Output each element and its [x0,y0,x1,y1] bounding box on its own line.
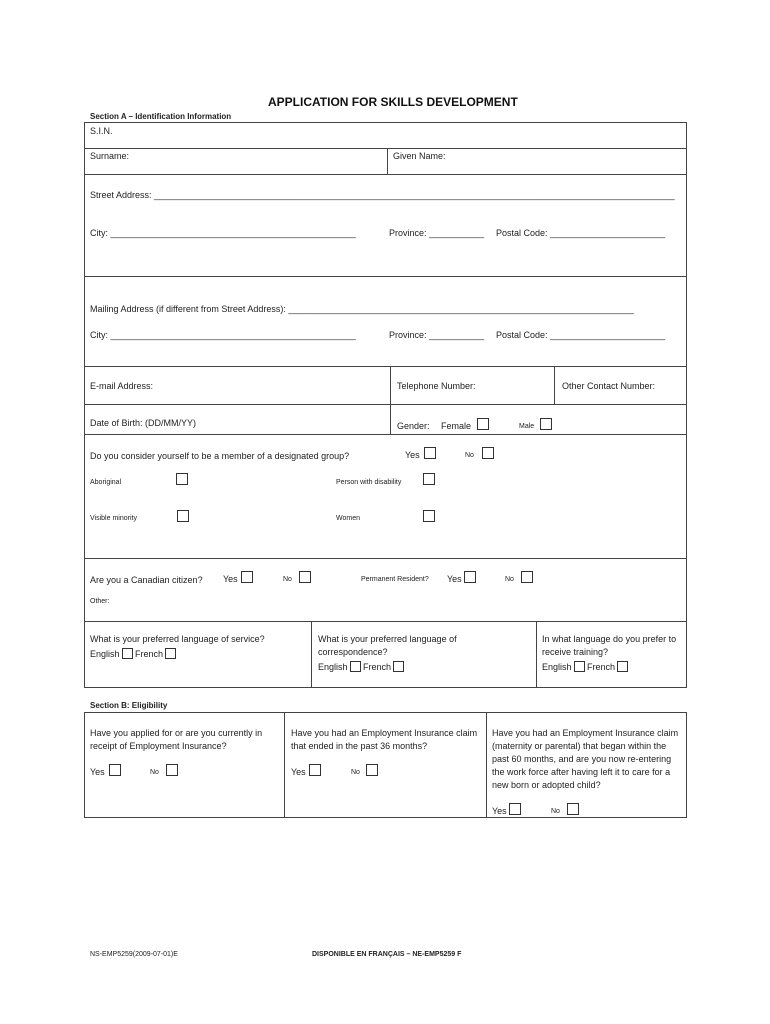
lang-train-english-checkbox[interactable] [574,661,585,672]
designated-no-checkbox[interactable] [482,447,494,459]
citizen-no-checkbox[interactable] [299,571,311,583]
french-availability-note: DISPONIBLE EN FRANÇAIS – NE-EMP5259 F [312,951,462,958]
disability-label: Person with disability [336,479,402,486]
lang-train-english-label: English [542,662,572,672]
mailing-province-field[interactable]: Province: ___________ [389,330,485,340]
perm-yes-checkbox[interactable] [464,571,476,583]
aboriginal-label: Aboriginal [90,479,122,486]
visible-minority-checkbox[interactable] [177,510,189,522]
postal-code-field[interactable]: Postal Code: _______________________ [496,228,666,238]
lang-corr-options [318,661,404,672]
lang-train-french-checkbox[interactable] [617,661,628,672]
lang-train-question: In what language do you prefer to receive training? [542,634,677,657]
q1-no-label: No [150,769,159,776]
women-checkbox[interactable] [423,510,435,522]
lang-service-english-label: English [90,649,120,659]
female-checkbox[interactable] [477,418,489,430]
q3-no-label: No [551,808,560,815]
q1-no-checkbox[interactable] [166,764,178,776]
q2-no-checkbox[interactable] [366,764,378,776]
designated-group-question: Do you consider yourself to be a member of a designated group? [90,451,350,461]
designated-yes-label: Yes [405,450,420,460]
q1-yes-checkbox[interactable] [109,764,121,776]
dob-label: Date of Birth: (DD/MM/YY) [90,418,197,428]
q3-yes-label: Yes [492,806,507,816]
given-name-label: Given Name: [393,151,446,161]
lang-corr-english-label: English [318,662,348,672]
lang-train-french-label: French [587,662,616,672]
designated-yes-checkbox[interactable] [424,447,436,459]
disability-checkbox[interactable] [423,473,435,485]
aboriginal-checkbox[interactable] [176,473,188,485]
q1-yes-label: Yes [90,767,105,777]
lang-corr-french-checkbox[interactable] [393,661,404,672]
q3-no-checkbox[interactable] [567,803,579,815]
province-field[interactable]: Province: ___________ [389,228,485,238]
form-code: NS-EMP5259(2009-07-01)E [90,951,178,958]
lang-corr-french-label: French [363,662,392,672]
citizen-no-label: No [283,576,292,583]
female-label: Female [441,421,472,431]
lang-service-options [90,648,176,659]
section-a-box [84,122,687,688]
visible-minority-label: Visible minority [90,515,137,522]
lang-service-french-label: French [135,649,164,659]
citizen-yes-checkbox[interactable] [241,571,253,583]
q2-yes-label: Yes [291,767,306,777]
gender-label: Gender: [397,421,430,431]
other-label: Other: [90,598,110,605]
lang-service-french-checkbox[interactable] [165,648,176,659]
lang-corr-question: What is your preferred language of correspondence? [318,634,457,657]
perm-no-label: No [505,576,514,583]
perm-yes-label: Yes [447,574,462,584]
q2-no-label: No [351,769,360,776]
eligibility-q2: Have you had an Employment Insurance claim that ended in the past 36 months? [291,728,478,751]
mailing-address-field[interactable]: Mailing Address (if different from Street Address): _____________________________________________________________________ [90,304,634,314]
eligibility-q1: Have you applied for or are you currently in receipt of Employment Insurance? [90,728,263,751]
citizen-yes-label: Yes [223,574,238,584]
lang-service-question: What is your preferred language of service? [90,634,265,644]
mailing-postal-code-field[interactable]: Postal Code: _______________________ [496,330,666,340]
designated-no-label: No [465,452,474,459]
male-checkbox[interactable] [540,418,552,430]
citizen-question: Are you a Canadian citizen? [90,575,203,585]
perm-no-checkbox[interactable] [521,571,533,583]
lang-service-english-checkbox[interactable] [122,648,133,659]
lang-train-options [542,661,628,672]
lang-corr-english-checkbox[interactable] [350,661,361,672]
sin-label: S.I.N. [90,126,113,136]
street-address-field[interactable]: Street Address: ________________________________________________________________________________________________________ [90,190,675,200]
telephone-label: Telephone Number: [397,381,476,391]
form-title: APPLICATION FOR SKILLS DEVELOPMENT [268,95,518,109]
email-label: E-mail Address: [90,381,154,391]
q2-yes-checkbox[interactable] [309,764,321,776]
other-contact-label: Other Contact Number: [562,381,656,391]
section-b-heading: Section B: Eligibility [90,701,168,710]
perm-resident-question: Permanent Resident? [361,576,429,583]
male-label: Male [519,423,535,430]
city-field[interactable]: City: _________________________________________________ [90,228,356,238]
section-a-heading: Section A – Identification Information [90,112,232,121]
mailing-city-field[interactable]: City: _________________________________________________ [90,330,356,340]
women-label: Women [336,515,360,522]
eligibility-q3: Have you had an Employment Insurance claim (maternity or parental) that began within the past 60 months, and are you now re-entering the work force after having left it to care for a new born or adopted child? [492,728,679,790]
q3-yes-checkbox[interactable] [509,803,521,815]
surname-label: Surname: [90,151,130,161]
